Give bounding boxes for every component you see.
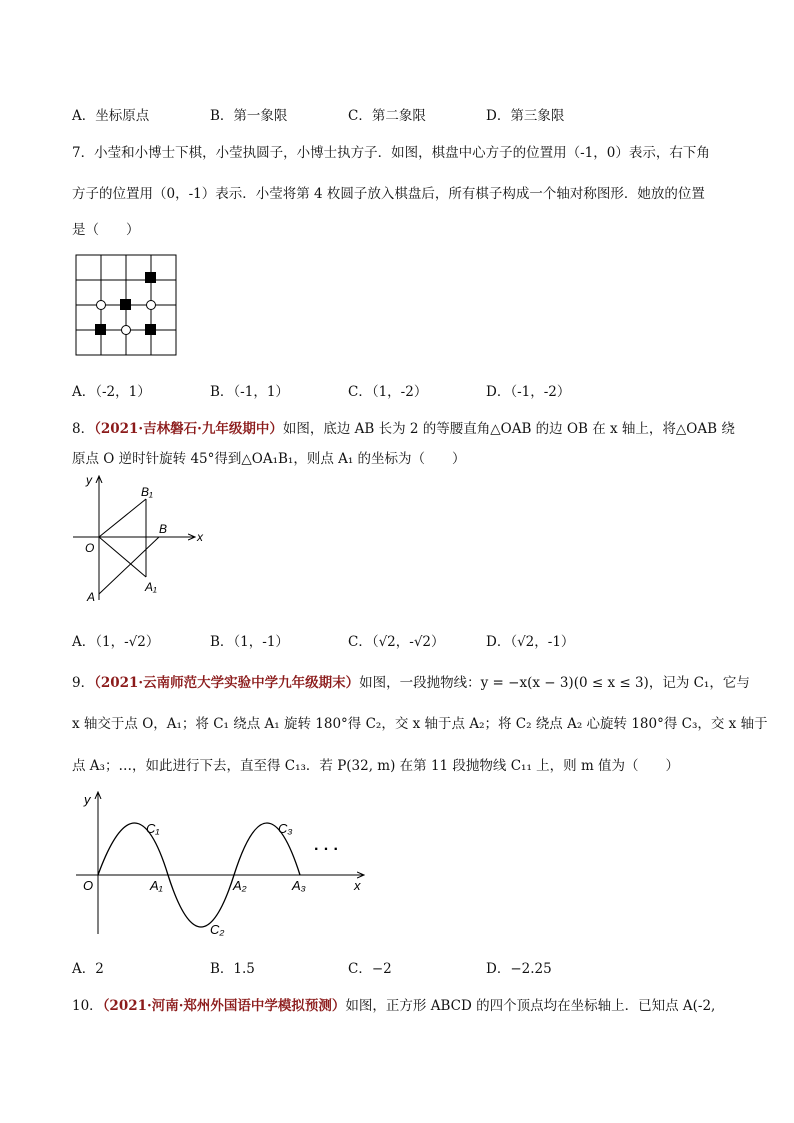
q10-number: 10． <box>72 998 103 1014</box>
q7-line-2: 方子的位置用（0，-1）表示．小莹将第 4 枚圆子放入棋盘后，所有棋子构成一个轴对称图形．她放的位置 <box>72 186 705 202</box>
circle-piece <box>97 301 106 310</box>
q10-source-tag: （2021·河南·郑州外国语中学模拟预测） <box>102 998 346 1014</box>
label-c1: C₁ <box>146 821 160 836</box>
q7-option-c: C．（1，-2） <box>348 384 428 400</box>
q6-option-d: D．第三象限 <box>486 108 565 124</box>
label-a3: A₃ <box>292 878 306 893</box>
q7-line-1: 7．小莹和小博士下棋，小莹执圆子，小博士执方子．如图，棋盘中心方子的位置用（-1，0）表示，右下角 <box>72 145 710 161</box>
q9-line-1-text: 如图，一段抛物线：y = −x(x − 3)(0 ≤ x ≤ 3)，记为 C₁，它与 <box>359 675 750 691</box>
circle-piece <box>147 301 156 310</box>
q7-option-a: A．（-2，1） <box>72 384 151 400</box>
q9-option-d: D．−2.25 <box>486 961 552 977</box>
q8-number: 8． <box>72 421 95 437</box>
q7-line-3: 是（ ） <box>72 222 140 238</box>
q6-option-b: B．第一象限 <box>210 108 288 124</box>
q8-line-1 <box>72 417 735 437</box>
q9-line-2: x 轴交于点 O，A₁；将 C₁ 绕点 A₁ 旋转 180°得 C₂，交 x 轴于点 A₂；将 C₂ 绕点 A₂ 心旋转 180°得 C₃，交 x 轴于 <box>72 716 768 732</box>
label-x: x <box>354 878 361 893</box>
label-o: O <box>83 878 94 893</box>
square-piece-bottom-right <box>145 324 156 335</box>
q6-option-a: A．坐标原点 <box>72 108 150 124</box>
q8-line-1-text: 如图，底边 AB 长为 2 的等腰直角△OAB 的边 OB 在 x 轴上，将△OAB 绕 <box>282 421 735 437</box>
label-b1: B₁ <box>141 485 153 499</box>
label-b: B <box>159 522 168 536</box>
square-piece <box>95 324 106 335</box>
label-y: y <box>84 792 91 807</box>
q7-option-b: B．（-1，1） <box>210 384 289 400</box>
label-ellipsis: · · · <box>314 841 339 858</box>
q8-source-tag: （2021·吉林磐石·九年级期中） <box>94 421 283 437</box>
square-piece-center <box>120 299 131 310</box>
q6-option-c: C．第二象限 <box>348 108 426 124</box>
q9-parabola-figure <box>74 786 374 946</box>
circle-piece <box>122 326 131 335</box>
q9-option-c: C．−2 <box>348 961 392 977</box>
q9-number: 9． <box>72 675 95 691</box>
square-piece <box>145 272 156 283</box>
q8-option-d: D．（√2，-1） <box>486 634 575 650</box>
q7-option-d: D．（-1，-2） <box>486 384 571 400</box>
q9-line-3: 点 A₃；…，如此进行下去，直至得 C₁₃．若 P(32, m) 在第 11 段抛物线 C₁₁ 上，则 m 值为（ ） <box>72 758 680 774</box>
q10-line-1-text: 如图，正方形 ABCD 的四个顶点均在坐标轴上．已知点 A(-2, <box>345 998 716 1014</box>
label-a2: A₂ <box>233 878 247 893</box>
label-x: x <box>197 530 203 544</box>
label-a1: A₁ <box>145 580 157 594</box>
label-c3: C₃ <box>278 821 293 836</box>
label-a: A <box>87 590 96 604</box>
q10-line-1 <box>72 994 715 1014</box>
label-a1: A₁ <box>150 878 163 893</box>
q9-option-b: B．1.5 <box>210 961 255 977</box>
q8-line-2: 原点 O 逆时针旋转 45°得到△OA₁B₁，则点 A₁ 的坐标为（ ） <box>72 451 466 467</box>
q8-option-b: B．（1，-1） <box>210 634 289 650</box>
q8-option-c: C．（√2，-√2） <box>348 634 445 650</box>
label-o: O <box>85 541 95 555</box>
q9-line-1 <box>72 671 750 691</box>
q7-go-board-figure <box>74 253 178 357</box>
q9-source-tag: （2021·云南师范大学实验中学九年级期末） <box>94 675 360 691</box>
q9-option-a: A．2 <box>72 961 104 977</box>
label-c2: C₂ <box>210 922 225 937</box>
q8-rotation-figure <box>70 470 210 610</box>
q8-option-a: A．（1，-√2） <box>72 634 160 650</box>
label-y: y <box>86 473 92 487</box>
segment-ob1 <box>99 499 146 537</box>
